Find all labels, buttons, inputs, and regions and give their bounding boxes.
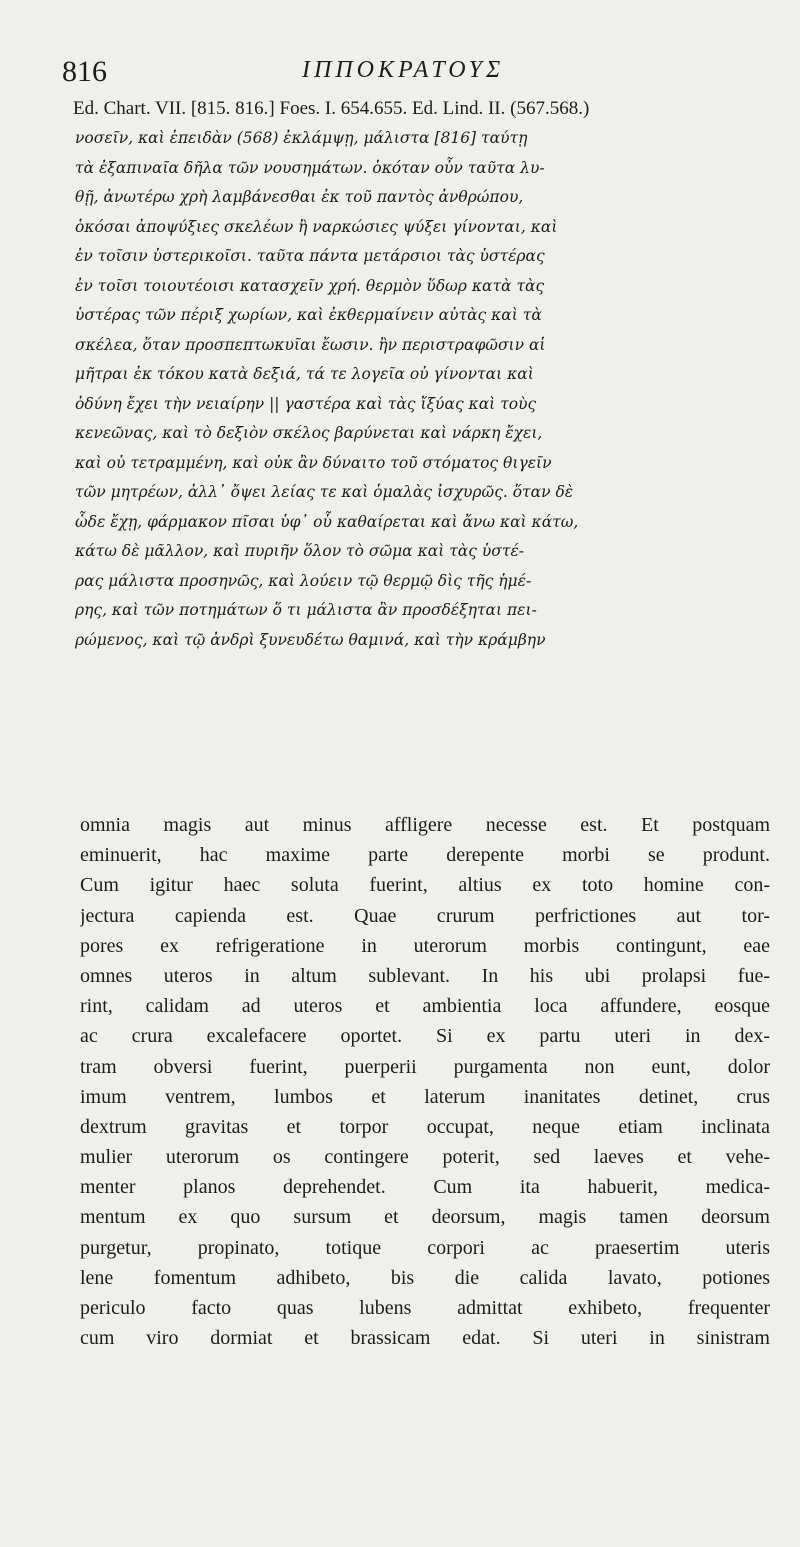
- page-header: [62, 55, 752, 95]
- latin-line: ac crura excalefacere oportet. Si ex partu uteri in dex-: [80, 1025, 770, 1048]
- latin-line: rint, calidam ad uteros et ambientia loca affundere, eosque: [80, 995, 770, 1018]
- greek-line: νοσεῖν, καὶ ἐπειδὰν (568) ἐκλάμψῃ, μάλιστα [816] ταύτῃ: [75, 129, 528, 147]
- greek-line: ἐν τοῖσιν ὑστερικοῖσι. ταῦτα πάντα μετάρσιοι τὰς ὑστέρας: [75, 247, 545, 265]
- latin-line: cum viro dormiat et brassicam edat. Si uteri in sinistram: [80, 1327, 770, 1350]
- latin-text-block: [80, 810, 770, 1353]
- latin-line: dextrum gravitas et torpor occupat, neque etiam inclinata: [80, 1115, 770, 1138]
- greek-line: ρώμενος, καὶ τῷ ἀνδρὶ ξυνευδέτω θαμινά, καὶ τὴν κράμβην: [75, 630, 546, 649]
- latin-line: menter planos deprehendet. Cum ita habuerit, medica-: [80, 1176, 770, 1199]
- latin-line: mentum ex quo sursum et deorsum, magis tamen deorsum: [80, 1206, 770, 1229]
- latin-line: imum ventrem, lumbos et laterum inanitates detinet, crus: [80, 1085, 770, 1108]
- latin-line: lene fomentum adhibeto, bis die calida lavato, potiones: [80, 1266, 770, 1289]
- greek-line: τὰ ἐξαπιναῖα δῆλα τῶν νουσημάτων. ὁκόταν οὖν ταῦτα λυ-: [75, 158, 545, 177]
- greek-line: κάτω δὲ μᾶλλον, καὶ πυριῆν ὅλον τὸ σῶμα καὶ τὰς ὑστέ-: [75, 542, 524, 560]
- latin-line: Cum igitur haec soluta fuerint, altius ex toto homine con-: [80, 874, 770, 897]
- greek-line: ρας μάλιστα προσηνῶς, καὶ λούειν τῷ θερμῷ δὶς τῆς ἡμέ-: [75, 571, 532, 590]
- greek-text-block: [75, 124, 770, 655]
- latin-line: pores ex refrigeratione in uterorum morbis contingunt, eae: [80, 934, 770, 957]
- latin-line: purgetur, propinato, totique corpori ac praesertim uteris: [80, 1236, 770, 1259]
- latin-line: omnes uteros in altum sublevant. In his ubi prolapsi fue-: [80, 964, 770, 987]
- greek-line: μῆτραι ἐκ τόκου κατὰ δεξιά, τά τε λογεῖα οὐ γίνονται καὶ: [75, 365, 534, 383]
- edition-reference: Ed. Chart. VII. [815. 816.] Foes. I. 654.655. Ed. Lind. II. (567.568.): [73, 98, 590, 119]
- latin-line: omnia magis aut minus affligere necesse est. Et postquam: [80, 814, 770, 836]
- greek-line: καὶ οὐ τετραμμένη, καὶ οὐκ ἂν δύναιτο τοῦ στόματος θιγεῖν: [75, 453, 552, 472]
- greek-line: ὀδύνη ἔχει τὴν νειαίρην || γαστέρα καὶ τὰς ἴξύας καὶ τοὺς: [75, 394, 537, 413]
- latin-line: jectura capienda est. Quae crurum perfrictiones aut tor-: [80, 904, 770, 927]
- greek-line: ὁκόσαι ἀποψύξιες σκελέων ἢ ναρκώσιες ψύξει γίνονται, καὶ: [75, 217, 558, 236]
- greek-line: ἐν τοῖσι τοιουτέοισι κατασχεῖν χρή. θερμὸν ὕδωρ κατὰ τὰς: [75, 276, 545, 295]
- greek-line: ὑστέρας τῶν πέριξ χωρίων, καὶ ἐκθερμαίνειν αὐτὰς καὶ τὰ: [75, 306, 542, 324]
- greek-line: σκέλεα, ὅταν προσπεπτωκυῖαι ἔωσιν. ἢν περιστραφῶσιν αἱ: [75, 335, 546, 354]
- greek-line: κενεῶνας, καὶ τὸ δεξιὸν σκέλος βαρύνεται καὶ νάρκη ἔχει,: [75, 424, 543, 442]
- running-title: ΙΠΠΟΚΡΑΤΟΥΣ: [302, 57, 505, 83]
- page-number: 816: [62, 55, 107, 88]
- greek-line: ρης, καὶ τῶν ποτημάτων ὅ τι μάλιστα ἂν προσδέξηται πει-: [75, 601, 537, 619]
- latin-line: tram obversi fuerint, puerperii purgamenta non eunt, dolor: [80, 1055, 770, 1078]
- greek-line: θῇ, ἀνωτέρω χρὴ λαμβάνεσθαι ἐκ τοῦ παντὸς ἀνθρώπου,: [75, 188, 524, 206]
- greek-line: τῶν μητρέων, ἀλλ᾽ ὄψει λείας τε καὶ ὁμαλὰς ἰσχυρῶς. ὅταν δὲ: [75, 483, 574, 501]
- greek-line: ὧδε ἔχῃ, φάρμακον πῖσαι ὑφ᾽ οὗ καθαίρεται καὶ ἄνω καὶ κάτω,: [75, 512, 579, 531]
- latin-line: periculo facto quas lubens admittat exhibeto, frequenter: [80, 1297, 770, 1319]
- latin-line: mulier uterorum os contingere poterit, sed laeves et vehe-: [80, 1146, 770, 1169]
- latin-line: eminuerit, hac maxime parte derepente morbi se produnt.: [80, 844, 770, 867]
